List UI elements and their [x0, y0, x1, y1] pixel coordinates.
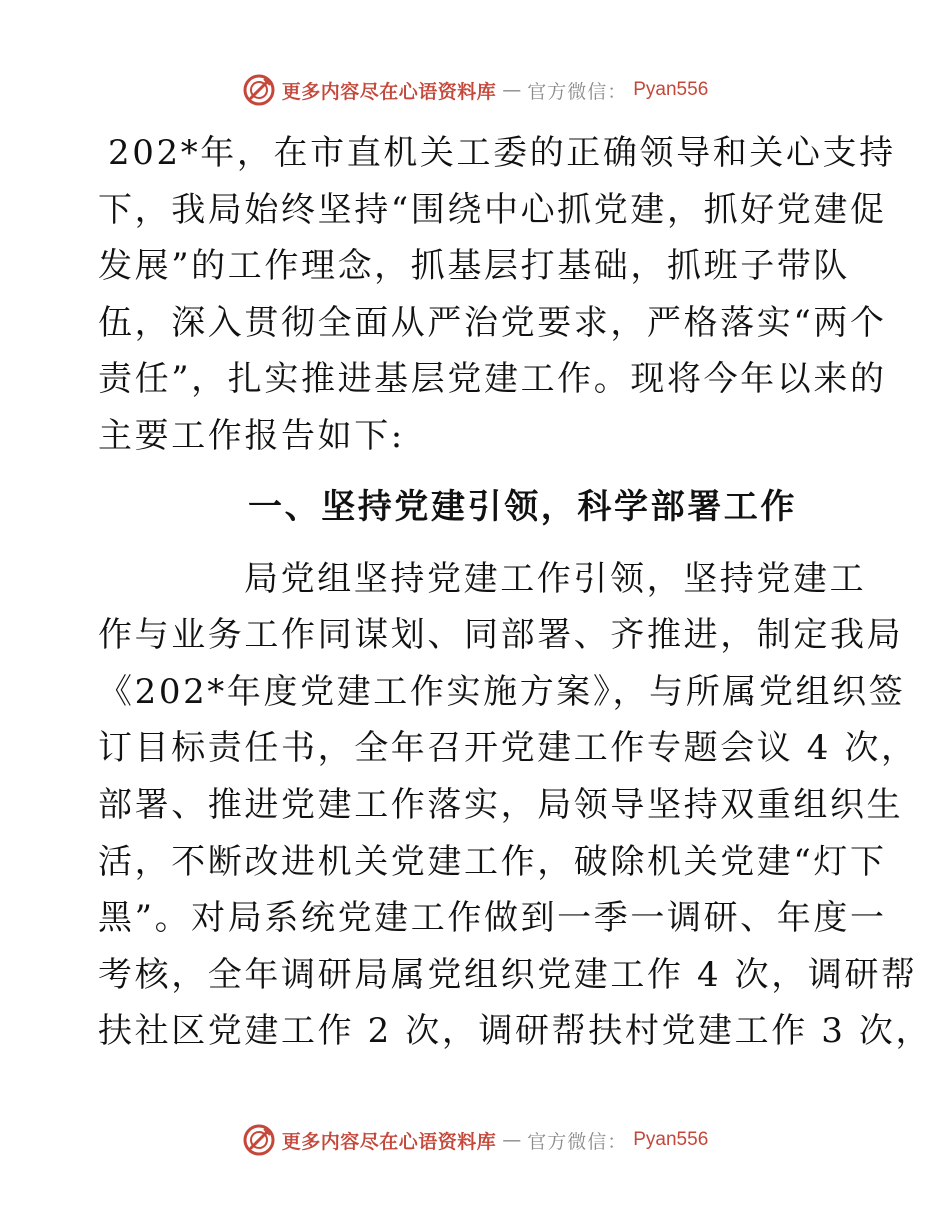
text-line: 责任”，扎实推进基层党建工作。现将今年以来的: [98, 359, 887, 400]
watermark-official-label: 官方微信：: [527, 1130, 628, 1153]
watermark-banner-top: [0, 70, 950, 110]
text-line: 活，不断改进机关党建工作，破除机关党建“灯下: [98, 841, 887, 882]
watermark-wechat-id: Pyan556: [633, 1129, 709, 1150]
section-heading: 一、坚持党建引领，科学部署工作: [248, 487, 797, 528]
watermark-text: 更多内容尽在心语资料库: [281, 80, 497, 103]
watermark-text: 更多内容尽在心语资料库: [281, 1130, 497, 1153]
text-line: 局党组坚持党建工作引领，坚持党建工: [244, 558, 867, 599]
paragraph-intro: [98, 125, 896, 465]
text-line: 扶社区党建工作 2 次，调研帮扶村党建工作 3 次，: [98, 1011, 933, 1052]
text-line: 202*年，在市直机关工委的正确领导和关心支持: [108, 133, 896, 173]
brand-logo-icon: [242, 1123, 276, 1157]
text-line: 部署、推进党建工作落实，局领导坚持双重组织生: [98, 784, 904, 825]
text-line: 订目标责任书，全年召开党建工作专题会议 4 次，: [98, 728, 918, 769]
watermark-dash: —: [502, 1129, 522, 1151]
paragraph-section-1: [98, 551, 933, 1060]
document-body: [98, 125, 933, 1060]
text-line: 伍，深入贯彻全面从严治党要求，严格落实“两个: [98, 302, 887, 343]
text-line: 《202*年度党建工作实施方案》，与所属党组织签: [98, 671, 906, 712]
watermark-wechat-id: Pyan556: [633, 79, 709, 100]
text-line: 作与业务工作同谋划、同部署、齐推进，制定我局: [98, 615, 904, 656]
watermark-dash: —: [502, 79, 522, 101]
text-line: 下，我局始终坚持“围绕中心抓党建，抓好党建促: [98, 189, 887, 230]
text-line: 主要工作报告如下:: [98, 415, 405, 456]
brand-logo-icon: [242, 73, 276, 107]
watermark-banner-bottom: [0, 1120, 950, 1160]
text-line: 发展”的工作理念，抓基层打基础，抓班子带队: [98, 246, 850, 287]
watermark-official-label: 官方微信：: [527, 80, 628, 103]
text-line: 黑”。对局系统党建工作做到一季一调研、年度一: [98, 898, 887, 939]
text-line: 考核，全年调研局属党组织党建工作 4 次，调研帮: [98, 954, 918, 995]
